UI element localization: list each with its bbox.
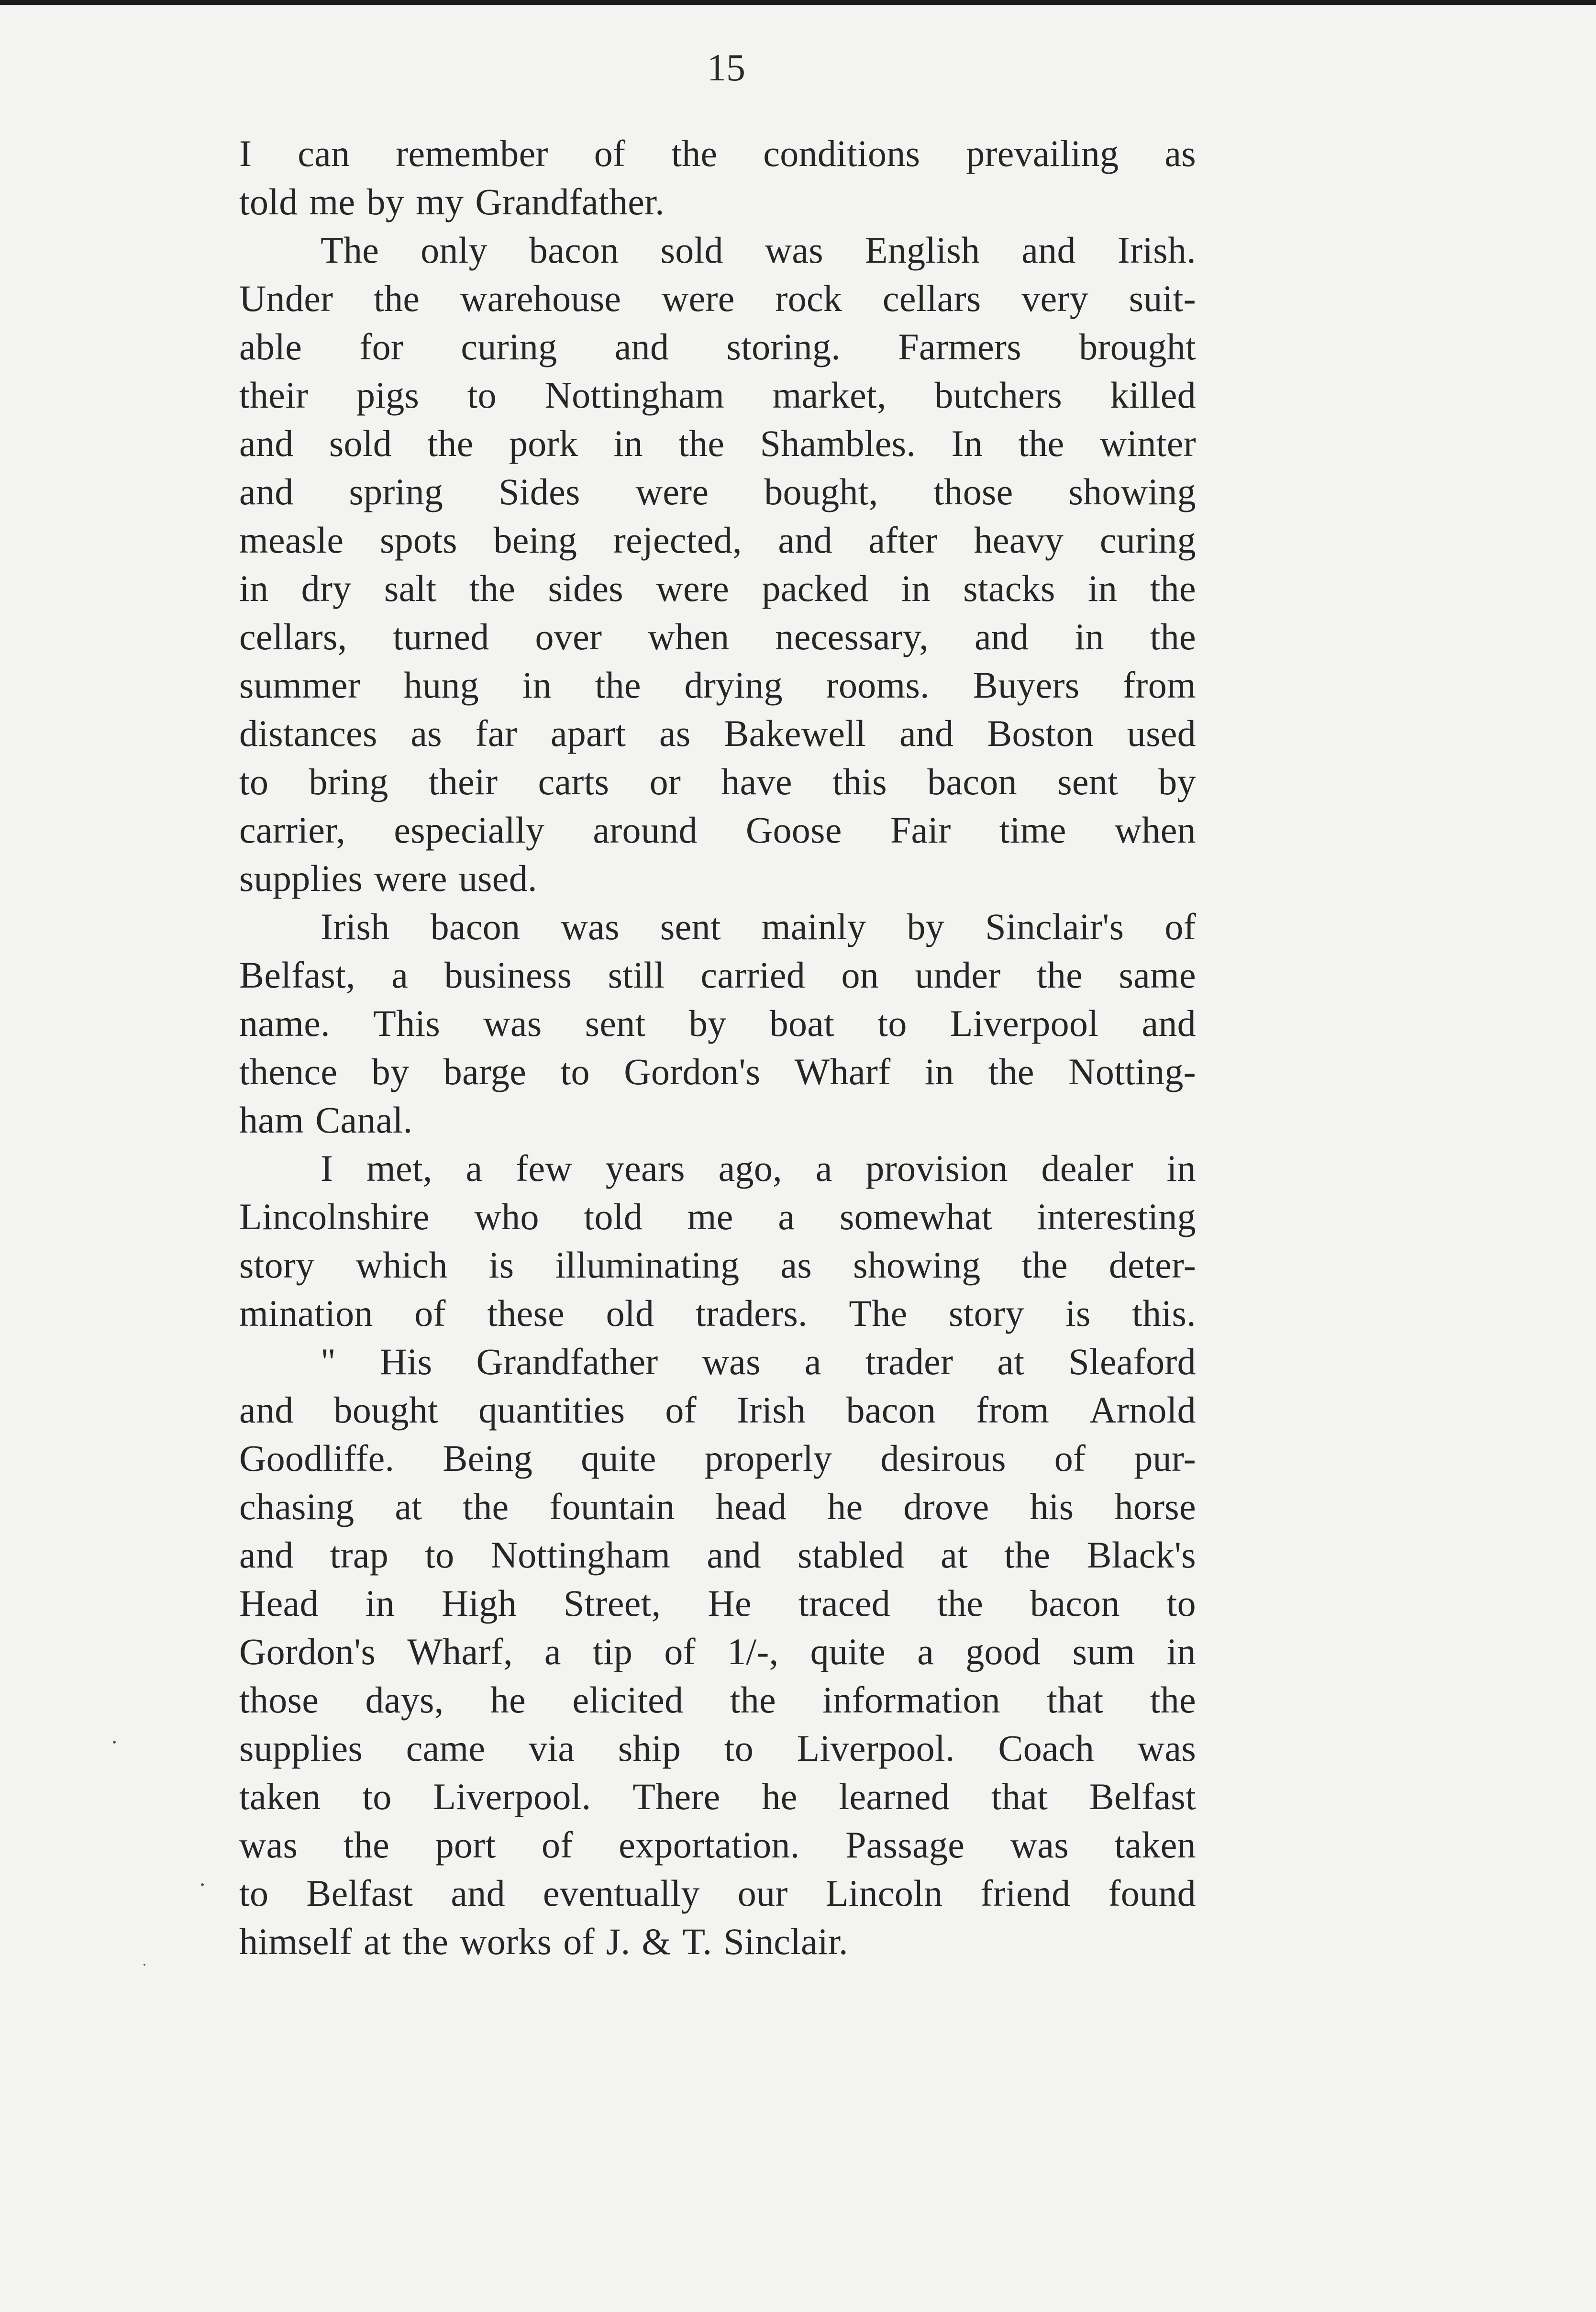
text-line: and spring Sides were bought, those showing xyxy=(239,471,1196,512)
text-line: and trap to Nottingham and stabled at the Black's xyxy=(239,1534,1196,1576)
text-line: " His Grandfather was a trader at Sleaford xyxy=(321,1341,1196,1382)
text-line: supplies were used. xyxy=(239,857,537,899)
text-line: told me by my Grandfather. xyxy=(239,181,665,222)
text-line: cellars, turned over when necessary, and in the xyxy=(239,616,1196,657)
text-line: Goodliffe. Being quite properly desirous of pur- xyxy=(239,1437,1196,1479)
text-line: Gordon's Wharf, a tip of 1/-, quite a good sum in xyxy=(239,1631,1196,1672)
text-line: and bought quantities of Irish bacon from Arnold xyxy=(239,1389,1196,1431)
text-line: Under the warehouse were rock cellars very suit- xyxy=(239,278,1196,319)
text-line: distances as far apart as Bakewell and Boston used xyxy=(239,712,1196,754)
text-line: Belfast, a business still carried on under the same xyxy=(239,954,1196,996)
text-line: ham Canal. xyxy=(239,1099,413,1141)
text-line: to bring their carts or have this bacon sent by xyxy=(239,761,1196,802)
text-line: name. This was sent by boat to Liverpool and xyxy=(239,1002,1196,1044)
text-line: taken to Liverpool. There he learned that Belfast xyxy=(239,1776,1196,1817)
text-line: and sold the pork in the Shambles. In the winter xyxy=(239,422,1196,464)
text-line: mination of these old traders. The story is this. xyxy=(239,1292,1196,1334)
text-line: Irish bacon was sent mainly by Sinclair's of xyxy=(321,906,1196,947)
text-line: Lincolnshire who told me a somewhat interesting xyxy=(239,1196,1196,1237)
text-line: The only bacon sold was English and Irish. xyxy=(321,229,1196,271)
page-number: 15 xyxy=(707,47,745,89)
scan-speck xyxy=(144,1964,145,1966)
text-line: I can remember of the conditions prevailing as xyxy=(239,133,1196,174)
text-line: able for curing and storing. Farmers brought xyxy=(239,326,1196,367)
body-text xyxy=(239,129,1196,1966)
text-line: was the port of exportation. Passage was taken xyxy=(239,1824,1196,1866)
text-line: in dry salt the sides were packed in stacks in the xyxy=(239,567,1196,609)
text-line: thence by barge to Gordon's Wharf in the Notting- xyxy=(239,1051,1196,1092)
text-line: their pigs to Nottingham market, butchers killed xyxy=(239,374,1196,416)
text-line: supplies came via ship to Liverpool. Coach was xyxy=(239,1727,1196,1769)
text-line: summer hung in the drying rooms. Buyers from xyxy=(239,664,1196,706)
scan-top-edge xyxy=(0,0,1596,5)
text-line: to Belfast and eventually our Lincoln friend found xyxy=(239,1872,1196,1914)
scan-speck xyxy=(201,1883,204,1886)
text-line: himself at the works of J. & T. Sinclair. xyxy=(239,1921,848,1962)
text-line: I met, a few years ago, a provision dealer in xyxy=(321,1147,1196,1189)
text-line: Head in High Street, He traced the bacon to xyxy=(239,1582,1196,1624)
text-line: carrier, especially around Goose Fair time when xyxy=(239,809,1196,851)
text-line: those days, he elicited the information that the xyxy=(239,1679,1196,1721)
text-line: story which is illuminating as showing the deter- xyxy=(239,1244,1196,1286)
text-line: chasing at the fountain head he drove his horse xyxy=(239,1486,1196,1527)
scan-speck xyxy=(113,1741,116,1744)
text-line: measle spots being rejected, and after heavy curing xyxy=(239,519,1196,561)
